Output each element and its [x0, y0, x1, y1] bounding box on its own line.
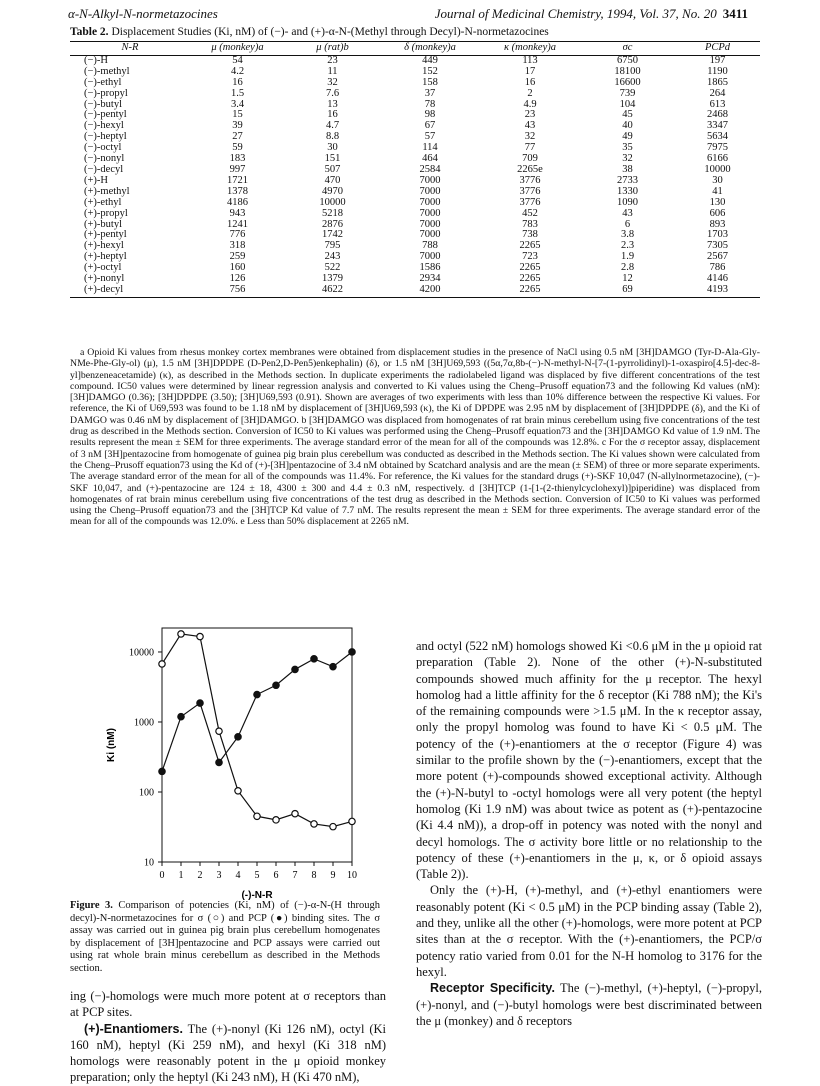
value-cell: 152: [422, 65, 438, 77]
table-label: Table 2.: [70, 26, 109, 38]
value-cell: 2: [527, 87, 533, 99]
value-cell: 318: [229, 240, 246, 252]
value-cell: 5218: [322, 207, 343, 219]
value-cell: 3776: [519, 185, 541, 197]
x-tick-label: 2: [197, 870, 203, 881]
value-cell: 2876: [322, 218, 343, 230]
figure-3-chart: [70, 620, 370, 900]
column-header: μ (rat)b: [285, 42, 380, 56]
y-tick-label: 1000: [134, 717, 154, 729]
value-cell: 23: [524, 109, 536, 121]
value-cell: 7000: [419, 196, 441, 208]
value-cell: 4.2: [230, 65, 245, 77]
value-cell: 786: [709, 262, 726, 274]
table-row: [70, 89, 760, 100]
value-cell: 45: [622, 109, 633, 121]
value-cell: 4200: [380, 285, 480, 297]
paragraph: [70, 1021, 386, 1086]
table-row: [70, 209, 760, 220]
value-cell: 1.5: [230, 87, 245, 99]
column-header: δ (monkey)a: [380, 42, 480, 56]
value-cell: 4146: [707, 273, 728, 285]
x-tick-label: 3: [216, 870, 222, 881]
table-row: [70, 198, 760, 209]
value-cell: 67: [424, 120, 436, 132]
column-header: κ (monkey)a: [480, 42, 580, 56]
pcp-data-point: [330, 663, 336, 669]
value-cell: 2567: [707, 251, 728, 263]
value-cell: 18100: [614, 65, 641, 77]
page-number: 3411: [722, 6, 748, 21]
paragraph-text: The (−)-methyl, (+)-heptyl, (−)-propyl, (+)-nonyl, and (−)-butyl homologs were best discriminated between the μ (monkey) and δ receptors: [416, 981, 762, 1028]
value-cell: 4193: [675, 285, 760, 297]
value-cell: 2584: [419, 163, 441, 175]
table-row: [70, 121, 760, 132]
row-label-cell: (−)-nonyl: [84, 153, 125, 165]
value-cell: 38: [622, 163, 633, 175]
value-cell: 2265: [480, 285, 580, 297]
value-cell: 57: [424, 131, 436, 143]
x-tick-label: 10: [347, 870, 357, 881]
value-cell: 1190: [707, 65, 728, 77]
table-row: [70, 241, 760, 252]
y-tick-label: 10000: [129, 647, 154, 659]
value-cell: 4622: [285, 285, 380, 297]
value-cell: 126: [229, 273, 246, 285]
value-cell: 1.9: [620, 251, 635, 263]
value-cell: 7000: [419, 251, 441, 263]
value-cell: 10000: [704, 163, 731, 175]
value-cell: 2.3: [620, 240, 635, 252]
value-cell: 1379: [322, 273, 343, 285]
value-cell: 32: [524, 131, 536, 143]
value-cell: 1586: [419, 262, 441, 274]
value-cell: 30: [327, 142, 338, 154]
value-cell: 43: [622, 207, 633, 219]
value-cell: 7000: [419, 174, 441, 186]
figure-caption-text: Comparison of potencies (Ki, nM) of (−)-α-N-(H through decyl)-N-normetazocines for σ (○) and PCP (●) binding sites. The σ assay was carried out in guinea pig brain plus cerebellum homogenates by displacement of [3H]pentazocine and PCP assays were carried out using rat whole brain minus cerebellum as described in the Methods section.: [70, 900, 380, 974]
value-cell: 3347: [707, 120, 728, 132]
value-cell: 7975: [707, 142, 728, 154]
x-tick-label: 8: [311, 870, 317, 881]
journal-citation: Journal of Medicinal Chemistry, 1994, Vol. 37, No. 20: [434, 6, 717, 21]
x-tick-label: 4: [235, 870, 241, 881]
value-cell: 4.9: [523, 98, 537, 110]
x-tick-label: 7: [292, 870, 298, 881]
value-cell: 151: [324, 153, 341, 165]
value-cell: 893: [709, 218, 726, 230]
row-label-cell: (+)-hexyl: [84, 240, 124, 252]
data-table: [70, 41, 760, 298]
x-tick-label: 9: [330, 870, 336, 881]
value-cell: 39: [232, 120, 243, 132]
pcp-data-point: [292, 666, 298, 672]
value-cell: 10000: [319, 196, 346, 208]
sigma-data-point: [235, 788, 241, 794]
value-cell: 54: [232, 54, 243, 66]
value-cell: 776: [229, 229, 246, 241]
value-cell: 6166: [707, 153, 728, 165]
row-label-cell: (+)-H: [84, 174, 108, 186]
header-title: α-N-Alkyl-N-normetazocines: [68, 6, 218, 21]
table-row: [70, 285, 760, 297]
value-cell: 4970: [322, 185, 343, 197]
column-header: σc: [580, 42, 675, 56]
sigma-data-point: [311, 821, 317, 827]
value-cell: 59: [232, 142, 243, 154]
value-cell: 783: [522, 218, 538, 230]
value-cell: 795: [324, 240, 341, 252]
row-label-cell: (−)-pentyl: [84, 109, 127, 121]
value-cell: 3.8: [620, 229, 635, 241]
pcp-data-point: [311, 656, 317, 662]
pcp-data-point: [216, 759, 222, 765]
left-column-text: [70, 988, 386, 1086]
value-cell: 16: [327, 109, 338, 121]
value-cell: 30: [712, 174, 723, 186]
value-cell: 2265: [519, 240, 541, 252]
row-label-cell: (−)-butyl: [84, 98, 122, 110]
pcp-data-point: [254, 691, 260, 697]
row-label-cell: (+)-decyl: [70, 285, 190, 297]
table-row: [70, 154, 760, 165]
table-caption-text: Displacement Studies (Ki, nM) of (−)- and (+)-α-N-(Methyl through Decyl)-N-normetazocines: [111, 26, 549, 38]
table-body: [70, 55, 760, 297]
value-cell: 16600: [614, 76, 641, 88]
value-cell: 158: [422, 76, 438, 88]
value-cell: 723: [522, 251, 538, 263]
value-cell: 7000: [419, 218, 441, 230]
table-row: [70, 143, 760, 154]
value-cell: 1721: [227, 174, 248, 186]
x-tick-label: 5: [254, 870, 260, 881]
value-cell: 7000: [419, 229, 441, 241]
row-label-cell: (+)-propyl: [84, 207, 128, 219]
value-cell: 243: [324, 251, 341, 263]
x-axis-label: (-)-N-R: [241, 890, 273, 900]
value-cell: 522: [324, 262, 341, 274]
value-cell: 6750: [617, 54, 638, 66]
row-label-cell: (−)-decyl: [84, 163, 124, 175]
row-label-cell: (−)-octyl: [84, 142, 122, 154]
value-cell: 17: [524, 65, 536, 77]
value-cell: 738: [522, 229, 538, 241]
value-cell: 2468: [707, 109, 728, 121]
value-cell: 7.6: [325, 87, 340, 99]
value-cell: 2265: [519, 273, 541, 285]
value-cell: 788: [422, 240, 438, 252]
row-label-cell: (−)-methyl: [84, 65, 130, 77]
sigma-data-point: [273, 817, 279, 823]
value-cell: 709: [522, 153, 538, 165]
value-cell: 160: [229, 262, 246, 274]
value-cell: 43: [524, 120, 536, 132]
value-cell: 69: [580, 285, 675, 297]
value-cell: 1241: [227, 218, 248, 230]
pcp-data-point: [178, 713, 184, 719]
row-label-cell: (−)-propyl: [84, 87, 128, 99]
sigma-data-point: [197, 633, 203, 639]
value-cell: 2733: [617, 174, 638, 186]
value-cell: 4186: [227, 196, 248, 208]
value-cell: 3776: [519, 196, 541, 208]
value-cell: 183: [229, 153, 246, 165]
column-header: μ (monkey)a: [190, 42, 285, 56]
sigma-data-point: [216, 728, 222, 734]
table-caption: [70, 26, 760, 38]
value-cell: 40: [622, 120, 633, 132]
value-cell: 2.8: [620, 262, 635, 274]
value-cell: 16: [524, 76, 536, 88]
right-column-text: [416, 638, 762, 1029]
value-cell: 452: [522, 207, 538, 219]
value-cell: 113: [522, 54, 538, 66]
value-cell: 197: [709, 54, 726, 66]
value-cell: 7000: [419, 185, 441, 197]
value-cell: 1378: [227, 185, 248, 197]
value-cell: 77: [524, 142, 536, 154]
table-row: [70, 220, 760, 231]
value-cell: 78: [424, 98, 436, 110]
value-cell: 3776: [519, 174, 541, 186]
table-row: [70, 67, 760, 78]
pcp-data-point: [159, 768, 165, 774]
value-cell: 756: [190, 285, 285, 297]
row-label-cell: (+)-ethyl: [84, 196, 122, 208]
value-cell: 32: [327, 76, 338, 88]
paragraph: Only the (+)-H, (+)-methyl, and (+)-ethyl enantiomers were reasonably potent (Ki < 0.5 μM) in the PCP binding assay (Table 2), and they, unlike all the other (+)-homologs, were more potent at PCP sites than at the σ receptor. With the (+)-enantiomers, the PCP/σ potency ratio varied from 0.01 for the N-H homolog to 3176 for the hexyl.: [416, 883, 762, 979]
pcp-data-point: [349, 649, 355, 655]
pcp-data-point: [273, 682, 279, 688]
value-cell: 470: [324, 174, 341, 186]
value-cell: 35: [622, 142, 633, 154]
value-cell: 507: [324, 163, 341, 175]
paragraph: [416, 980, 762, 1029]
table-row: [70, 176, 760, 187]
sigma-data-point: [349, 818, 355, 824]
value-cell: 1703: [707, 229, 728, 241]
y-axis-label: Ki (nM): [106, 728, 117, 762]
pcp-data-point: [235, 734, 241, 740]
value-cell: 613: [709, 98, 726, 110]
figure-caption: [70, 900, 380, 975]
value-cell: 1742: [322, 229, 343, 241]
value-cell: 98: [424, 109, 436, 121]
table-row: [70, 78, 760, 89]
column-header: PCPd: [675, 42, 760, 56]
sigma-data-point: [292, 810, 298, 816]
table-row: [70, 252, 760, 263]
header-journal: [435, 6, 748, 22]
table-row: [70, 263, 760, 274]
value-cell: 37: [424, 87, 436, 99]
value-cell: 15: [232, 109, 243, 121]
table-row: [70, 100, 760, 111]
figure-label: Figure 3.: [70, 900, 113, 911]
paragraph: ing (−)-homologs were much more potent at σ receptors than at PCP sites.: [70, 989, 386, 1020]
value-cell: 943: [229, 207, 246, 219]
table-header-row: [70, 42, 760, 56]
row-label-cell: (+)-nonyl: [84, 273, 125, 285]
row-label-cell: (−)-heptyl: [84, 131, 127, 143]
value-cell: 7305: [707, 240, 728, 252]
value-cell: 1865: [707, 76, 728, 88]
chart-svg: [70, 620, 370, 900]
value-cell: 3.4: [230, 98, 245, 110]
table-row: [70, 274, 760, 285]
value-cell: 1090: [617, 196, 638, 208]
row-label-cell: (−)-hexyl: [84, 120, 124, 132]
value-cell: 4.7: [325, 120, 340, 132]
running-header: [68, 6, 748, 24]
table-row: [70, 55, 760, 66]
row-label-cell: (+)-octyl: [84, 262, 122, 274]
table-row: [70, 230, 760, 241]
x-tick-label: 6: [273, 870, 279, 881]
column-header: N-R: [70, 42, 190, 56]
section-heading: (+)-Enantiomers.: [84, 1021, 183, 1036]
value-cell: 104: [619, 98, 636, 110]
sigma-data-point: [330, 823, 336, 829]
pcp-data-point: [197, 700, 203, 706]
value-cell: 2265e: [517, 163, 543, 175]
table-footnote: a Opioid Ki values from rhesus monkey cortex membranes were obtained from displacement studies in the presence of NaCl using 0.5 nM [3H]DAMGO (Tyr-D-Ala-Gly-NMe-Phe-Gly-ol) (μ), 1.5 nM [3H]DPDPE (D-Pen2,D-Pen5)enkephalin) (δ), or 1.5 nM [3H]U69,593 ((5α,7α,8b-(−)-N-methyl-N-[7-(1-pyrrolidinyl)-1-oxaspiro[4.5]-dec-8-yl]benzeneacetamide) (κ), as described in the Methods section. In duplicate experiments the radiolabeled ligand was displaced by five different concentrations of the test compound. IC50 values were determined by linear regression analysis and converted to Ki values using the Cheng–Prusoff equation73 and the following Kd values (nM): [3H]DAMGO (0.36); [3H]DPDPE (3.50); [3H]U69,593 (0.91). Shown are averages of two experiments with less than 10% difference between the respective Ki values. For reference, the Ki of U69,593 was found to be 1.18 nM by displacement of [3H]U69,593 (κ), the Ki of DPDPE was 2.95 nM by displacement of [3H]DPDPE (δ), and the Ki of DAMGO was 0.46 nM by displacement of [3H]DAMGO. b [3H]DAMGO was displaced from homogenates of rat brain minus cerebellum using five concentrations of the test drug as described in the Methods section. Conversion of IC50 to Ki values was performed using the Cheng–Prusoff equation73 and the [3H]DAMGO Kd value of 1.9 nM. The results represent the mean ± SEM for three experiments. The average standard error of the mean for all of the compounds was 12.8%. c For the σ receptor assay, displacement of 3 nM [3H]pentazocine from homogenate of guinea pig brain plus cerebellum was conducted as described in the Methods section. The Ki values shown were calculated from the Cheng–Prusoff equation73 using the Kd of (+)-[3H]pentazocine of 3.4 nM obtained by Scatchard analysis and are the mean (± SEM) of three or more separate experiments. The average standard error of the mean for all of the compounds was 11.4%. For reference, the Ki values for the standard drugs (+)-SKF 10,047 (N-allylnormetazocine), (−)-SKF 10,047, and (+)-pentazocine are 124 ± 18, 4300 ± 300 and 4.4 ± 0.3 nM, respectively. d [3H]TCP (1-[1-(2-thienylcyclohexyl)]piperidine) was displaced from homogenates of rat brain minus cerebellum using five concentrations of the test drug as described in the Methods section. Conversion of IC50 to Ki values was performed using the Cheng–Prusoff equation73 and the [3H]TCP Kd value of 7.7 nM. The results represent the mean ± SEM for three experiments. The average standard error of the mean for all of the compounds was 12.0%. e Less than 50% displacement at 2265 nM.: [70, 347, 760, 528]
series-line: [162, 652, 352, 771]
paragraph: and octyl (522 nM) homologs showed Ki <0.6 μM in the μ opioid rat preparation (Table 2). None of the other (+)-N-substituted compounds showed much affinity for the μ receptor. The hexyl homolog had a little affinity for the δ receptor (Ki 788 nM); the Ki's of the remaining compounds were >1.5 μM. In the κ receptor assay, only the propyl homolog was found to have Ki < 0.5 μM. The potency of the (+)-enantiomers at the σ receptor (Figure 4) was similar to the profile shown by the (−)-enantiomers, except that the more potent (+)-compounds showed exceptional activity. Although the (+)-N-butyl to -octyl homologs were all very potent (the heptyl homolog (Ki 1.9 nM) was about twice as potent as (+)-pentazocine (Ki 4.4 nM)), a drop-off in potency was noted with the nonyl and decyl homologs. The σ activity bore little or no relationship to the potency of these (+)-enantiomers in the μ, κ, or δ opioid assays (Table 2)).: [416, 639, 762, 882]
value-cell: 739: [619, 87, 636, 99]
value-cell: 41: [712, 185, 723, 197]
row-label-cell: (+)-butyl: [84, 218, 122, 230]
value-cell: 12: [622, 273, 633, 285]
value-cell: 130: [709, 196, 726, 208]
value-cell: 6: [624, 218, 631, 230]
x-tick-label: 1: [178, 870, 184, 881]
row-label-cell: (−)-ethyl: [84, 76, 122, 88]
value-cell: 449: [422, 54, 438, 66]
value-cell: 997: [229, 163, 246, 175]
value-cell: 114: [422, 142, 438, 154]
value-cell: 5634: [707, 131, 728, 143]
value-cell: 7000: [419, 207, 441, 219]
value-cell: 2934: [419, 273, 441, 285]
value-cell: 2265: [519, 262, 541, 274]
value-cell: 8.8: [325, 131, 340, 143]
value-cell: 1330: [617, 185, 638, 197]
value-cell: 49: [622, 131, 633, 143]
y-tick-label: 100: [139, 787, 154, 799]
sigma-data-point: [178, 631, 184, 637]
value-cell: 27: [232, 131, 243, 143]
section-heading: Receptor Specificity.: [430, 981, 555, 996]
row-label-cell: (+)-pentyl: [84, 229, 127, 241]
value-cell: 606: [709, 207, 726, 219]
table-row: [70, 110, 760, 121]
table-row: [70, 165, 760, 176]
value-cell: 264: [709, 87, 726, 99]
value-cell: 13: [327, 98, 338, 110]
value-cell: 464: [422, 153, 438, 165]
sigma-data-point: [159, 661, 165, 667]
value-cell: 23: [327, 54, 338, 66]
table-row: [70, 132, 760, 143]
y-tick-label: 10: [144, 857, 154, 869]
row-label-cell: (−)-H: [84, 54, 108, 66]
value-cell: 11: [327, 65, 338, 77]
row-label-cell: (+)-methyl: [84, 185, 130, 197]
value-cell: 259: [229, 251, 246, 263]
x-tick-label: 0: [159, 870, 165, 881]
table-row: [70, 187, 760, 198]
value-cell: 32: [622, 153, 633, 165]
sigma-data-point: [254, 813, 260, 819]
row-label-cell: (+)-heptyl: [84, 251, 127, 263]
paragraph-text: The (+)-nonyl (Ki 126 nM), octyl (Ki 160 nM), heptyl (Ki 259 nM), and hexyl (Ki 318 nM) homologs were reasonably potent in the μ opioid monkey preparation; only the heptyl (Ki 243 nM), H (Ki 470 nM),: [70, 1021, 386, 1085]
value-cell: 16: [232, 76, 243, 88]
